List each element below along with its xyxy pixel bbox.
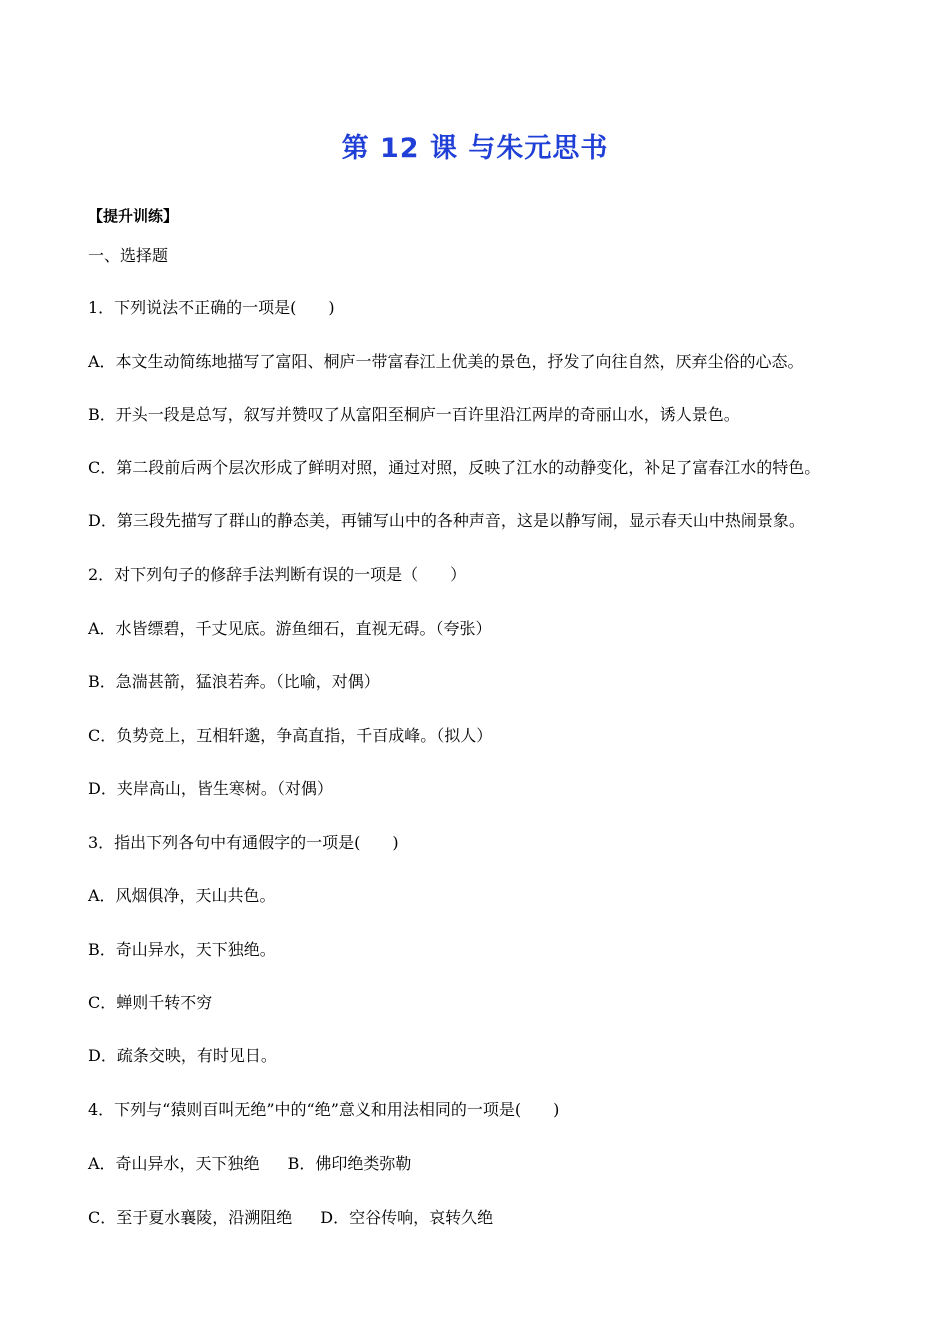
question-1-stem: 1．下列说法不正确的一项是( ) xyxy=(88,298,335,317)
part-heading: 一、选择题 xyxy=(88,246,169,265)
question-3-option-d: D．疏条交映，有时见日。 xyxy=(88,1046,277,1065)
question-4-stem: 4．下列与“猿则百叫无绝”中的“绝”意义和用法相同的一项是( ) xyxy=(88,1100,560,1119)
question-2-option-b: B．急湍甚箭，猛浪若奔。（比喻，对偶） xyxy=(88,672,380,691)
question-1-option-c: C．第二段前后两个层次形成了鲜明对照，通过对照，反映了江水的动静变化，补足了富春江水的特色。 xyxy=(88,458,821,477)
question-4-options-row-2 xyxy=(88,1207,493,1229)
question-2-stem: 2．对下列句子的修辞手法判断有误的一项是（ ） xyxy=(88,565,467,584)
question-4-option-b: B．佛印绝类弥勒 xyxy=(287,1154,412,1173)
question-1-option-a: A．本文生动简练地描写了富阳、桐庐一带富春江上优美的景色，抒发了向往自然，厌弃尘俗的心态。 xyxy=(88,352,804,371)
question-4-option-a: A．奇山异水，天下独绝 xyxy=(88,1154,260,1173)
question-4-option-d: D．空谷传响，哀转久绝 xyxy=(320,1208,494,1227)
question-4-option-c: C．至于夏水襄陵，沿溯阻绝 xyxy=(88,1208,293,1227)
question-4-options-row-1 xyxy=(88,1153,411,1175)
question-3-option-c: C．蝉则千转不穷 xyxy=(88,993,213,1012)
question-3-stem: 3．指出下列各句中有通假字的一项是( ) xyxy=(88,833,399,852)
question-2-option-c: C．负势竞上，互相轩邈，争高直指，千百成峰。（拟人） xyxy=(88,726,493,745)
question-1-option-b: B．开头一段是总写，叙写并赞叹了从富阳至桐庐一百许里沿江两岸的奇丽山水，诱人景色。 xyxy=(88,405,740,424)
question-2-option-a: A．水皆缥碧，千丈见底。游鱼细石，直视无碍。（夸张） xyxy=(88,619,492,638)
question-1-option-d: D．第三段先描写了群山的静态美，再铺写山中的各种声音，这是以静写闹，显示春天山中热闹景象。 xyxy=(88,511,805,530)
section-heading: 【提升训练】 xyxy=(88,207,179,225)
question-2-option-d: D．夹岸高山，皆生寒树。（对偶） xyxy=(88,779,333,798)
page-title: 第 12 课 与朱元思书 xyxy=(341,133,609,164)
question-3-option-a: A．风烟俱净，天山共色。 xyxy=(88,886,276,905)
question-3-option-b: B．奇山异水，天下独绝。 xyxy=(88,940,276,959)
